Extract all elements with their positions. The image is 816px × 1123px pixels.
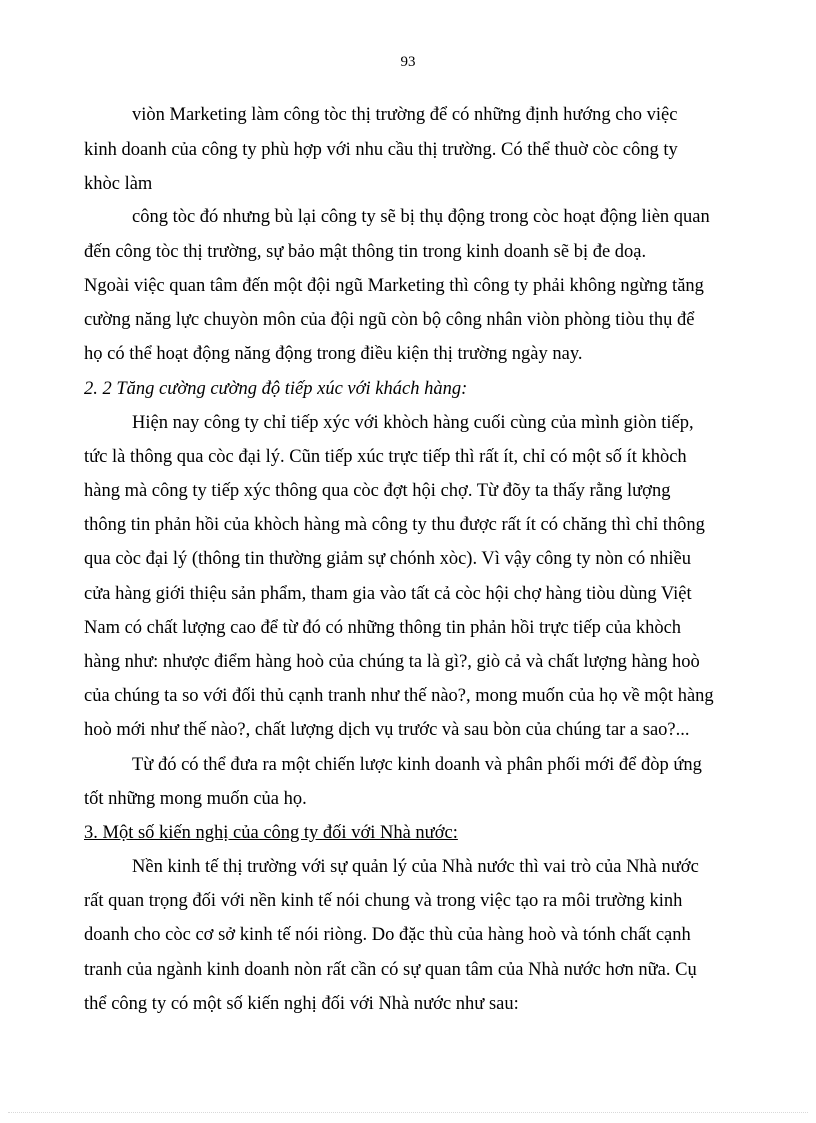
text-line: Hiện nay công ty chỉ tiếp xýc với khòch hàng cuối cùng của mình giòn tiếp, — [132, 413, 694, 433]
text-line: viòn Marketing làm công tòc thị trường để có những định hướng cho việc — [132, 105, 678, 125]
page-number: 93 — [400, 54, 416, 70]
text-line: cửa hàng giới thiệu sản phẩm, tham gia vào tất cả còc hội chợ hàng tiòu dùng Việt — [84, 584, 692, 604]
text-line: công tòc đó nhưng bù lại công ty sẽ bị thụ động trong còc hoạt động lièn quan — [132, 207, 710, 227]
text-line: Ngoài việc quan tâm đến một đội ngũ Marketing thì công ty phải không ngừng tăng — [84, 276, 704, 296]
section-heading: 2. 2 Tăng cường cường độ tiếp xúc với khách hàng: — [84, 379, 468, 399]
text-line: đến công tòc thị trường, sự bảo mật thông tin trong kinh doanh sẽ bị đe doạ. — [84, 242, 647, 262]
page-bottom-border — [8, 1112, 808, 1113]
text-line: tốt những mong muốn của họ. — [84, 789, 307, 809]
text-line: doanh cho còc cơ sở kinh tế nói riòng. Do đặc thù của hàng hoò và tónh chất cạnh — [84, 925, 691, 945]
text-line: Từ đó có thể đưa ra một chiến lược kinh doanh và phân phối mới để đòp ứng — [132, 755, 702, 775]
text-line: của chúng ta so với đối thủ cạnh tranh như thế nào?, mong muốn của họ về một hàng — [84, 686, 714, 706]
text-line: hoò mới như thế nào?, chất lượng dịch vụ trước và sau bòn của chúng tar a sao?... — [84, 720, 690, 740]
text-line: thông tin phản hồi của khòch hàng mà công ty thu được rất ít có chăng thì chỉ thông — [84, 515, 705, 535]
text-line: hàng như: nhược điểm hàng hoò của chúng ta là gì?, giò cả và chất lượng hàng hoò — [84, 652, 700, 672]
text-line: Nền kinh tế thị trường với sự quản lý của Nhà nước thì vai trò của Nhà nước — [132, 857, 699, 877]
text-line: tức là thông qua còc đại lý. Cũn tiếp xúc trực tiếp thì rất ít, chỉ có một số ít khòch — [84, 447, 687, 467]
text-line: thể công ty có một số kiến nghị đối với Nhà nước như sau: — [84, 994, 519, 1014]
text-line: qua còc đại lý (thông tin thường giảm sự chónh xòc). Vì vậy công ty nòn có nhiều — [84, 549, 691, 569]
text-line: khòc làm — [84, 174, 153, 194]
text-line: tranh của ngành kinh doanh nòn rất cần có sự quan tâm của Nhà nước hơn nữa. Cụ — [84, 960, 697, 980]
text-line: rất quan trọng đối với nền kinh tế nói chung và trong việc tạo ra môi trường kinh — [84, 891, 683, 911]
text-line: họ có thể hoạt động năng động trong điều kiện thị trường ngày nay. — [84, 344, 583, 364]
text-line: kinh doanh của công ty phù hợp với nhu cầu thị trường. Có thể thuờ còc công ty — [84, 140, 678, 160]
text-line: cường năng lực chuyòn môn của đội ngũ còn bộ công nhân viòn phòng tiòu thụ để — [84, 310, 695, 330]
text-line: Nam có chất lượng cao để từ đó có những thông tin phản hồi trực tiếp của khòch — [84, 618, 682, 638]
text-line: hàng mà công ty tiếp xýc thông qua còc đợt hội chợ. Từ đõy ta thấy rằng lượng — [84, 481, 671, 501]
section-heading: 3. Một số kiến nghị của công ty đối với Nhà nước: — [84, 823, 458, 843]
